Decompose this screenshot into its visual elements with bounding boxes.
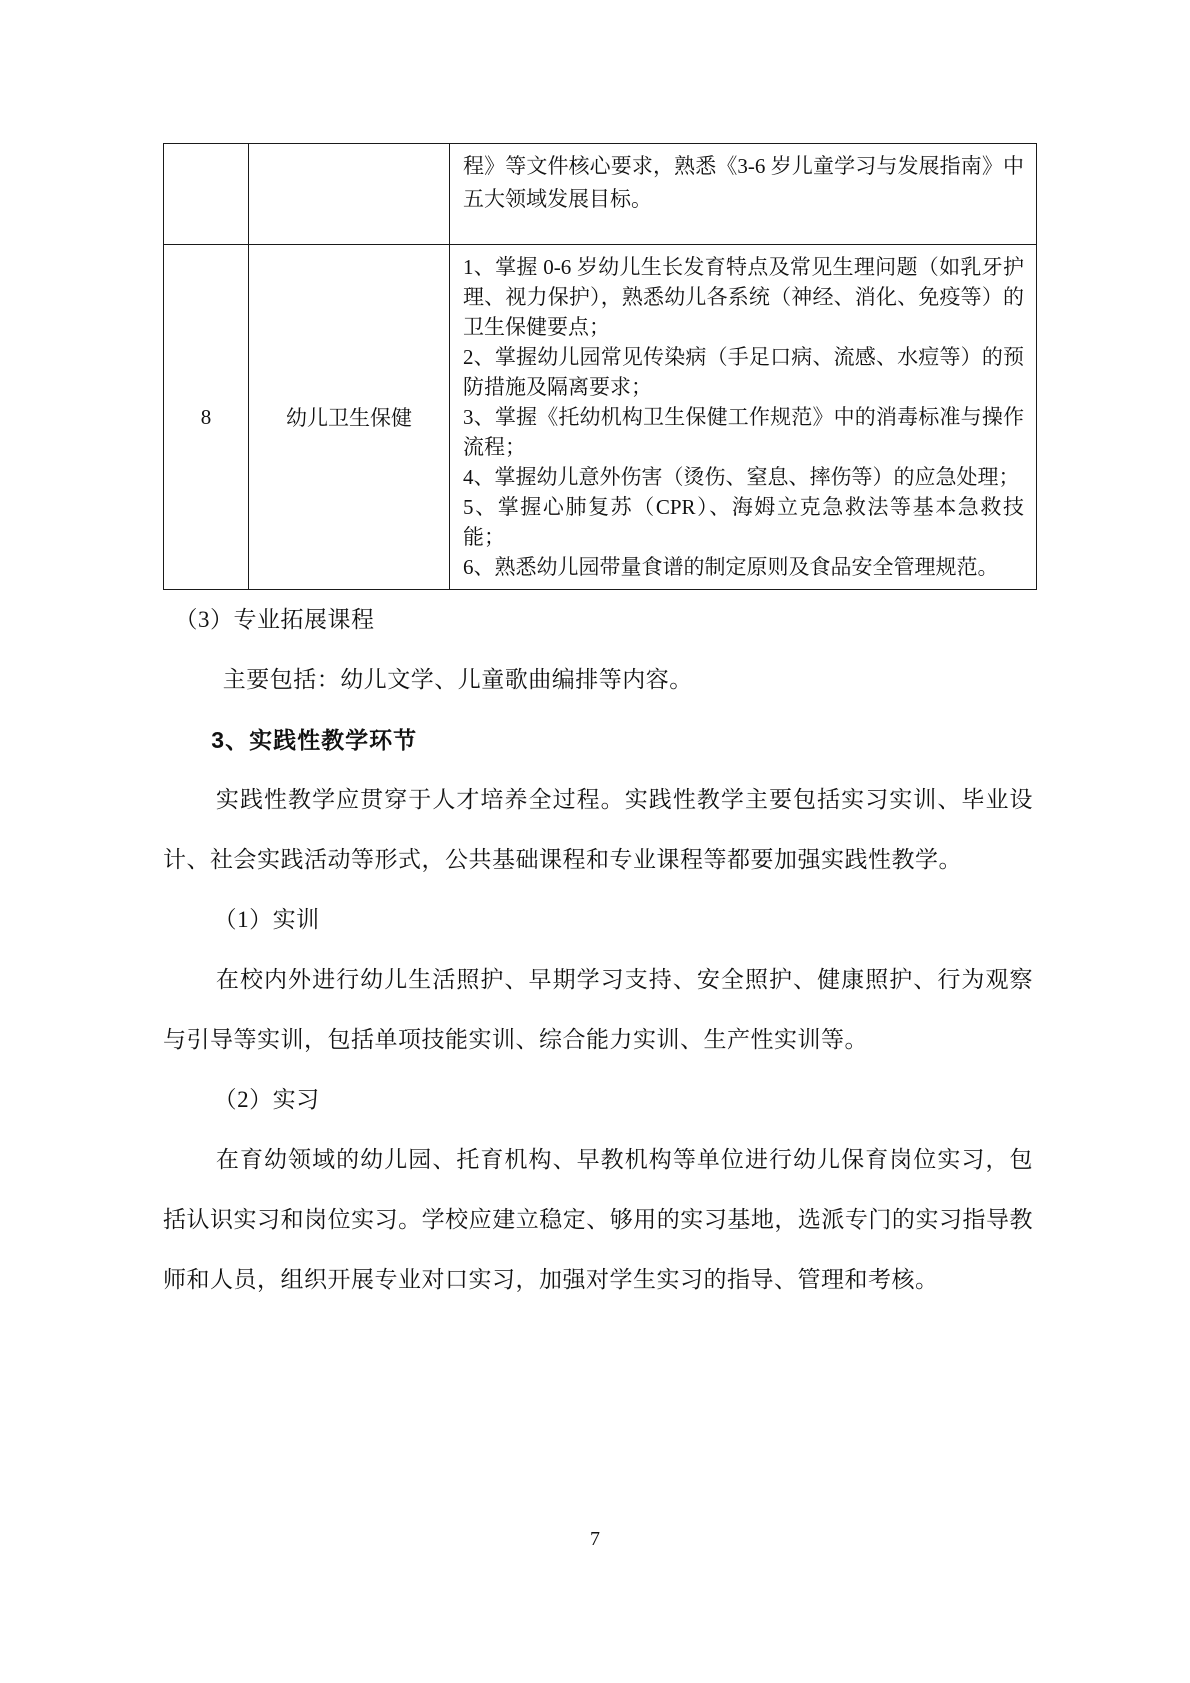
requirements-text xyxy=(450,245,1036,589)
expansion-courses-description: 主要包括：幼儿文学、儿童歌曲编排等内容。 xyxy=(222,667,693,692)
requirement-item: 6、熟悉幼儿园带量食谱的制定原则及食品安全管理规范。 xyxy=(463,555,999,579)
subsection-title-internship: （2）实习 xyxy=(213,1087,320,1112)
requirement-item: 程》等文件核心要求，熟悉《3-6 岁儿童学习与发展指南》中五大领域发展目标。 xyxy=(463,154,1024,211)
training-paragraph: 在校内外进行幼儿生活照护、早期学习支持、安全照护、健康照护、行为观察与引导等实训，包括单项技能实训、综合能力实训、生产性实训等。 xyxy=(163,967,1033,1052)
subsection-title-expansion-courses: （3）专业拓展课程 xyxy=(174,607,375,632)
course-requirements-table xyxy=(163,143,1037,590)
requirement-item: 4、掌握幼儿意外伤害（烫伤、窒息、摔伤等）的应急处理； xyxy=(463,465,1020,489)
table-cell-course: 幼儿卫生保健 xyxy=(249,245,450,590)
table-row xyxy=(164,144,1037,245)
table-cell-course xyxy=(249,144,450,245)
page-content xyxy=(163,143,1033,1310)
internship-paragraph: 在育幼领域的幼儿园、托育机构、早教机构等单位进行幼儿保育岗位实习，包括认识实习和岗位实习。学校应建立稳定、够用的实习基地，选派专门的实习指导教师和人员，组织开展专业对口实习，加强对学生实习的指导、管理和考核。 xyxy=(163,1147,1033,1292)
requirement-item: 1、掌握 0-6 岁幼儿生长发育特点及常见生理问题（如乳牙护理、视力保护），熟悉幼儿各系统（神经、消化、免疫等）的卫生保健要点； xyxy=(463,255,1024,339)
table-cell-number xyxy=(164,144,249,245)
table-cell-number: 8 xyxy=(164,245,249,590)
requirement-item: 2、掌握幼儿园常见传染病（手足口病、流感、水痘等）的预防措施及隔离要求； xyxy=(463,345,1024,399)
page-number: 7 xyxy=(590,1528,600,1550)
section-heading-practical-teaching: 3、实践性教学环节 xyxy=(211,727,418,753)
subsection-title-training: （1）实训 xyxy=(213,907,320,932)
table-cell-requirements xyxy=(450,144,1037,245)
table-cell-requirements xyxy=(450,245,1037,590)
requirement-item: 5、掌握心肺复苏（CPR）、海姆立克急救法等基本急救技能； xyxy=(463,495,1024,549)
table-row xyxy=(164,245,1037,590)
body-text xyxy=(163,590,1033,1310)
practical-teaching-paragraph: 实践性教学应贯穿于人才培养全过程。实践性教学主要包括实习实训、毕业设计、社会实践活动等形式，公共基础课程和专业课程等都要加强实践性教学。 xyxy=(163,787,1033,872)
requirements-text xyxy=(450,144,1036,223)
requirement-item: 3、掌握《托幼机构卫生保健工作规范》中的消毒标准与操作流程； xyxy=(463,405,1024,459)
